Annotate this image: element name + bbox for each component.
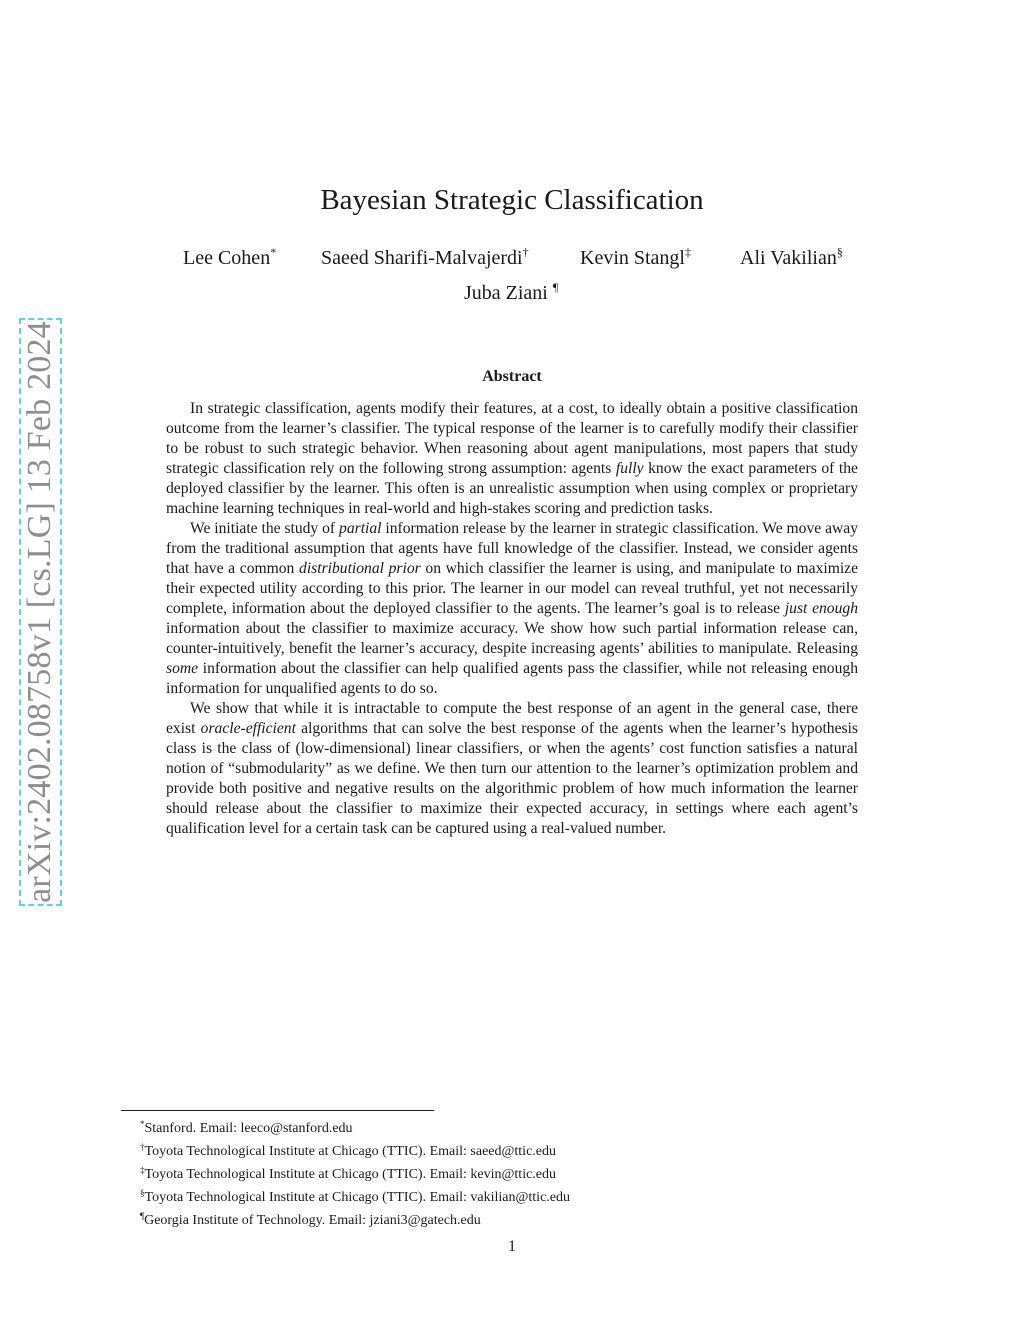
footnote-text: Toyota Technological Institute at Chicago (TTIC). Email: kevin@ttic.edu — [144, 1167, 557, 1182]
author — [464, 280, 558, 305]
page-number: 1 — [508, 1238, 516, 1255]
abstract-text: information about the classifier can help qualified agents pass the classifier, while not releasing enough information for unqualified agents to do so. — [166, 660, 858, 697]
abstract-text: algorithms that can solve the best response of the agents when the learner’s hypothesis class is the class of (low-dimensional) linear classifiers, or when the agents’ cost function satisfies a natural notion of “submodularity” as we define. We then turn our attention to the learner’s optimization problem and provide both positive and negative results on the algorithmic problem of how much information the learner should release about the classifier to maximize their expected accuracy, in settings where each agent’s qualification level for a certain task can be captured using a real-valued number. — [166, 720, 858, 837]
arxiv-identifier: arXiv:2402.08758v1 [cs.LG] 13 Feb 2024 — [21, 321, 58, 903]
footnote — [140, 1115, 570, 1138]
footnote — [140, 1161, 570, 1184]
author — [321, 245, 529, 270]
abstract-heading: Abstract — [482, 368, 542, 385]
emphasis: oracle-efficient — [200, 720, 296, 737]
author-mark: † — [522, 245, 529, 259]
emphasis: just enough — [784, 600, 858, 617]
footnote-mark: § — [140, 1188, 145, 1198]
abstract-text: We initiate the study of — [190, 520, 340, 537]
author-mark: * — [270, 245, 277, 259]
abstract-paragraph — [166, 699, 858, 839]
footnote-text: Toyota Technological Institute at Chicago (TTIC). Email: saeed@ttic.edu — [144, 1144, 556, 1159]
footnote — [140, 1207, 570, 1230]
author-name: Ali Vakilian — [740, 247, 837, 269]
footnote-mark: ‡ — [140, 1165, 145, 1175]
author-name: Saeed Sharifi-Malvajerdi — [321, 247, 523, 269]
footnote-mark: † — [140, 1142, 145, 1152]
author-mark: § — [836, 245, 843, 259]
author-mark: ¶ — [552, 280, 559, 294]
emphasis: fully — [615, 460, 644, 477]
abstract-text: In strategic classification, agents modify their features, at a cost, to ideally obtain a positive classification outcome from the learner’s classifier. The typical response of the learner is to carefully modify their classifier to be robust to such strategic behavior. When reasoning about agent manipulations, most papers that study strategic classification rely on the following strong assumption: agents — [166, 400, 858, 477]
author-name: Kevin Stangl — [580, 247, 685, 269]
emphasis: partial — [339, 520, 382, 537]
paper-title: Bayesian Strategic Classification — [320, 184, 704, 216]
footnotes — [140, 1115, 570, 1230]
footnote — [140, 1138, 570, 1161]
emphasis: distributional prior — [299, 560, 421, 577]
footnote-text: Stanford. Email: leeco@stanford.edu — [144, 1121, 353, 1136]
author-name: Juba Ziani — [464, 282, 548, 304]
abstract-text: We show that while it is intractable to compute the best response of an agent in the general case, there exist — [166, 700, 858, 737]
abstract-paragraph — [166, 399, 858, 519]
footnote-mark: ¶ — [140, 1211, 145, 1221]
author-name: Lee Cohen — [183, 247, 271, 269]
abstract-text: on which classifier the learner is using, and manipulate to maximize their expected utility according to this prior. The learner in our model can reveal truthful, yet not necessarily complete, information about the deployed classifier to the agents. The learner’s goal is to release — [166, 560, 859, 617]
footnote — [140, 1184, 570, 1207]
footnote-text: Georgia Institute of Technology. Email: jziani3@gatech.edu — [144, 1213, 481, 1228]
abstract-paragraph — [166, 519, 858, 699]
abstract-text: information about the classifier to maximize accuracy. We show how such partial information release can, counter-intuitively, benefit the learner’s accuracy, despite increasing agents’ abilities to manipulate. Releasing — [166, 620, 858, 657]
footnote-rule — [121, 1110, 434, 1111]
abstract-text: information release by the learner in strategic classification. We move away from the traditional assumption that agents have full knowledge of the classifier. Instead, we consider agents that have a common — [166, 520, 858, 577]
abstract-text: know the exact parameters of the deployed classifier by the learner. This often is an unrealistic assumption when using complex or proprietary machine learning techniques in real-world and high-stakes scoring and prediction tasks. — [166, 460, 858, 517]
footnote-text: Toyota Technological Institute at Chicago (TTIC). Email: vakilian@ttic.edu — [144, 1190, 571, 1205]
footnote-mark: * — [140, 1119, 145, 1129]
author — [183, 245, 276, 270]
author — [740, 245, 843, 270]
author-mark: ‡ — [685, 245, 691, 259]
abstract-body — [166, 399, 858, 839]
emphasis: some — [166, 660, 199, 677]
author — [580, 245, 691, 270]
